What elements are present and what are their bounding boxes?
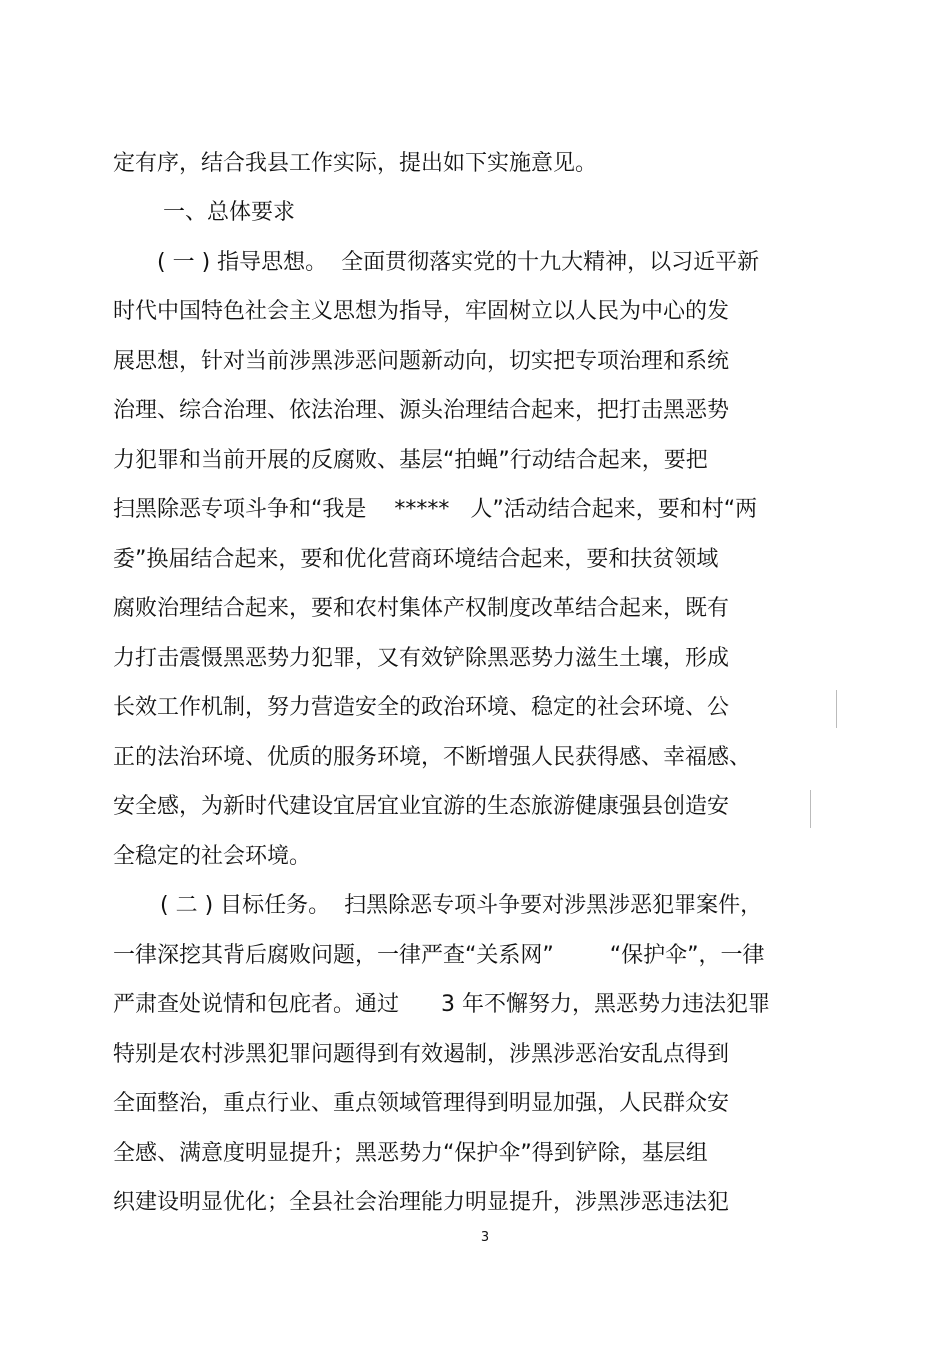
body-text-line: 长效工作机制，努力营造安全的政治环境、稳定的社会环境、公 [113,695,730,720]
body-text-line: 织建设明显优化；全县社会治理能力明显提升，涉黑涉恶违法犯 [113,1190,730,1215]
body-text-line: 时代中国特色社会主义思想为指导，牢固树立以人民为中心的发 [113,299,730,324]
page-number: 3 [480,1230,490,1245]
body-text-line: 全面整治，重点行业、重点领域管理得到明显加强，人民群众安 [113,1091,730,1116]
body-text-line: 展思想，针对当前涉黑涉恶问题新动向，切实把专项治理和系统 [113,349,730,374]
body-text-line: 严肃查处说情和包庇者。通过 3 年不懈努力，黑恶势力违法犯罪 [113,992,770,1017]
body-text-line: 正的法治环境、优质的服务环境，不断增强人民获得感、幸福感、 [113,745,752,770]
body-text-line: 特别是农村涉黑犯罪问题得到有效遏制，涉黑涉恶治安乱点得到 [113,1042,730,1067]
body-text-line: 全稳定的社会环境。 [113,844,312,869]
subsection-heading-line: ( 二 ) 目标任务。 扫黑除恶专项斗争要对涉黑涉恶犯罪案件， [160,893,763,918]
body-text-line: 扫黑除恶专项斗争和“我是 ***** 人”活动结合起来，要和村“两 [113,497,758,522]
body-text-line: 定有序，结合我县工作实际，提出如下实施意见。 [113,151,598,176]
margin-mark [810,790,811,828]
body-text-line: 力打击震慑黑恶势力犯罪，又有效铲除黑恶势力滋生土壤，形成 [113,646,730,671]
body-text-line: 安全感，为新时代建设宜居宜业宜游的生态旅游健康强县创造安 [113,794,730,819]
body-text-line: 委”换届结合起来，要和优化营商环境结合起来，要和扶贫领域 [113,547,719,572]
body-text-line: 一律深挖其背后腐败问题，一律严查“关系网” “保护伞”，一律 [113,943,765,968]
body-text-line: 全感、满意度明显提升；黑恶势力“保护伞”得到铲除，基层组 [113,1141,708,1166]
body-text-line: 力犯罪和当前开展的反腐败、基层“拍蝇”行动结合起来，要把 [113,448,708,473]
body-text-line: 腐败治理结合起来，要和农村集体产权制度改革结合起来，既有 [113,596,730,621]
body-text-line: 治理、综合治理、依法治理、源头治理结合起来，把打击黑恶势 [113,398,730,423]
margin-mark [836,690,837,728]
section-heading: 一、总体要求 [163,200,296,225]
subsection-heading-line: ( 一 ) 指导思想。 全面贯彻落实党的十九大精神，以习近平新 [157,250,760,275]
